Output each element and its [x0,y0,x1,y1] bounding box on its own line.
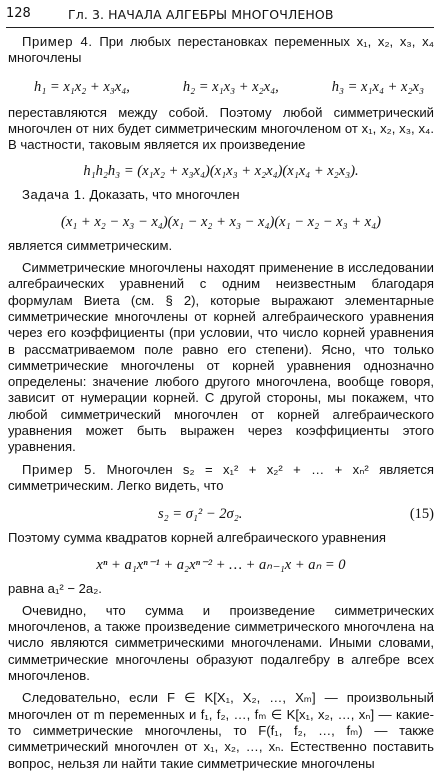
example-4-text: При любых перестановках переменных x₁, x₂, x₃, x₄ многочлены [8,34,434,66]
example-4-formulas [8,77,434,97]
example-5-paragraph [8,462,434,495]
example-5-label: Пример 5. [22,461,97,477]
symmetric-polynomials-paragraph: Симметрические многочлены находят применение в исследовании алгебраических уравнений с одним неизвестным благодаря формулам Виета (см. § 2), которые выражают элементарные симметрические многочлены от корней алгебраического уравнения через его коэффициенты (при условии, что число корней уравнения в рассматриваемом поле равно его степени). Ясно, что только симметрические многочлены от корней уравнения однозначно определены: значение любого другого многочлена, вообще говоря, зависит от нумерации корней. С другой стороны, мы покажем, что любой симметрический многочлен от корней алгебраического уравнения может быть выражен через коэффициенты этого уравнения. [8,260,434,455]
example-4-continuation: переставляются между собой. Поэтому любой симметрический многочлен от них будет симметрическим многочленом от x₁, x₂, x₃, x₄. В частности, таковым является их произведение [8,104,434,153]
example-5-result: равна a₁² − 2a₂. [8,580,102,596]
task-1-formula: (x₁ + x₂ − x₃ − x₄)(x₁ − x₂ + x₃ − x₄)(x₁ − x₂ − x₃ + x₄) [60,213,381,230]
subalgebra-paragraph: Очевидно, что сумма и произведение симметрических многочленов, а также произведение симметрического многочлена на число являются симметрическими многочленами. Иными словами, симметрические многочлены образуют подалгебру в алгебре всех многочленов. [8,602,434,684]
example-5-continuation: Поэтому сумма квадратов корней алгебраического уравнения [8,530,386,546]
equation-15-number: (15) [409,506,434,523]
task-1-continuation: является симметрическим. [8,237,173,253]
product-formula: h₁h₂h₃ = (x₁x₂ + x₃x₄)(x₁x₃ + x₂x₄)(x₁x₄ + x₂x₃). [83,163,359,180]
formula-h2: h₂ = x₁x₃ + x₂x₄, [182,78,279,95]
page-body [8,34,434,772]
page-number: 128 [6,6,31,21]
example-5-text: Многочлен s₂ = x₁² + x₂² + … + xₙ² является симметрическим. Легко видеть, что [8,461,434,493]
example-4-paragraph [8,34,434,67]
equation-15 [8,504,434,524]
example-4-label: Пример 4. [22,34,93,49]
consequently-paragraph: Следовательно, если F ∈ K[X₁, X₂, …, Xₘ] — произвольный многочлен от m переменных и f₁, f₂, …, fₘ ∈ K[x₁, x₂, …, xₙ] — какие-то симметрические многочлены, то F(f₁, f₂, …, fₘ) — также симметрический многочлен от x₁, x₂, …, xₙ. Естественно поставить вопрос, нельзя ли найти такие симметрические многочлены [8,690,434,771]
chapter-title: Гл. 3. НАЧАЛА АЛГЕБРЫ МНОГОЧЛЕНОВ [68,7,334,22]
equation-15-formula: s₂ = σ₁² − 2σ₂. [158,506,243,523]
task-1-text: Доказать, что многочлен [89,187,240,203]
running-header [6,0,434,28]
formula-h3: h₃ = x₁x₄ + x₂x₃ [331,78,424,95]
task-1-label: Задача 1. [22,187,86,203]
algebraic-equation: xⁿ + a₁xⁿ⁻¹ + a₂xⁿ⁻² + … + aₙ₋₁x + aₙ = 0 [96,556,346,573]
task-1-paragraph [8,187,434,203]
formula-h1: h₁ = x₁x₂ + x₃x₄, [34,78,130,95]
